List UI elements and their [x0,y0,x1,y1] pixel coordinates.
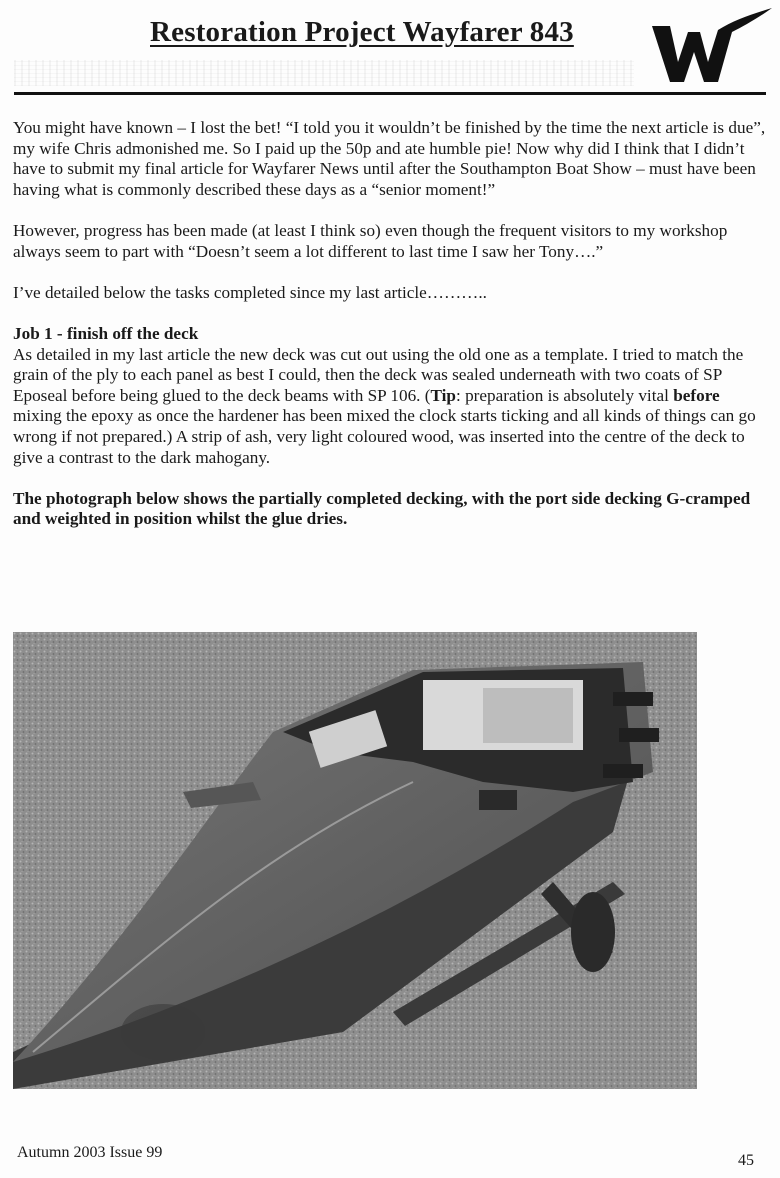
header-texture [14,60,634,86]
tip-label: Tip [430,385,456,405]
issue-label: Autumn 2003 Issue 99 [17,1144,163,1161]
paragraph-tasks: I’ve detailed below the tasks completed since my last article……….. [13,282,487,302]
header-rule [14,92,766,95]
job1-text-a: As detailed in my last article the new deck was cut out using the old one as a template. I tried to match the grain of the ply to each panel as best I could, then the deck was sealed underneath with two coats of SP Eposeal before being glued to the deck beams with SP 106. ( [13,344,744,405]
page-title: Restoration Project Wayfarer 843 [150,16,574,48]
before-emphasis: before [673,385,720,405]
job1-text-b: : preparation is absolutely vital [456,385,674,405]
paragraph-progress: However, progress has been made (at least I think so) even though the frequent visitors to my workshop always seem to part with “Doesn’t seem a lot different to last time I saw her Tony….” [13,220,728,261]
page-header [0,0,780,100]
photo-caption: The photograph below shows the partially completed decking, with the port side decking G-cramped and weighted in position whilst the glue dries. [13,488,751,529]
job1-heading: Job 1 - finish off the deck [13,323,199,343]
wayfarer-logo [648,6,774,86]
paragraph-intro: You might have known – I lost the bet! “I told you it wouldn’t be finished by the time the next article is due”, my wife Chris admonished me. So I paid up the 50p and ate humble pie! Now why did I think that I didn’t have to submit my final article for Wayfarer News until after the Southampton Boat Show – must have been having what is commonly described these days as a “senior moment!” [13,118,766,199]
job1-section [13,324,768,468]
page-number: 45 [738,1152,754,1169]
article-body [13,118,768,550]
job1-text-c: mixing the epoxy as once the hardener has been mixed the clock starts ticking and all kinds of things can go wrong if not prepared.) A strip of ash, very light coloured wood, was inserted into the centre of the deck to give a contrast to the dark mahogany. [13,406,756,467]
boat-deck-photo [13,632,697,1089]
job1-paragraph [13,345,768,469]
